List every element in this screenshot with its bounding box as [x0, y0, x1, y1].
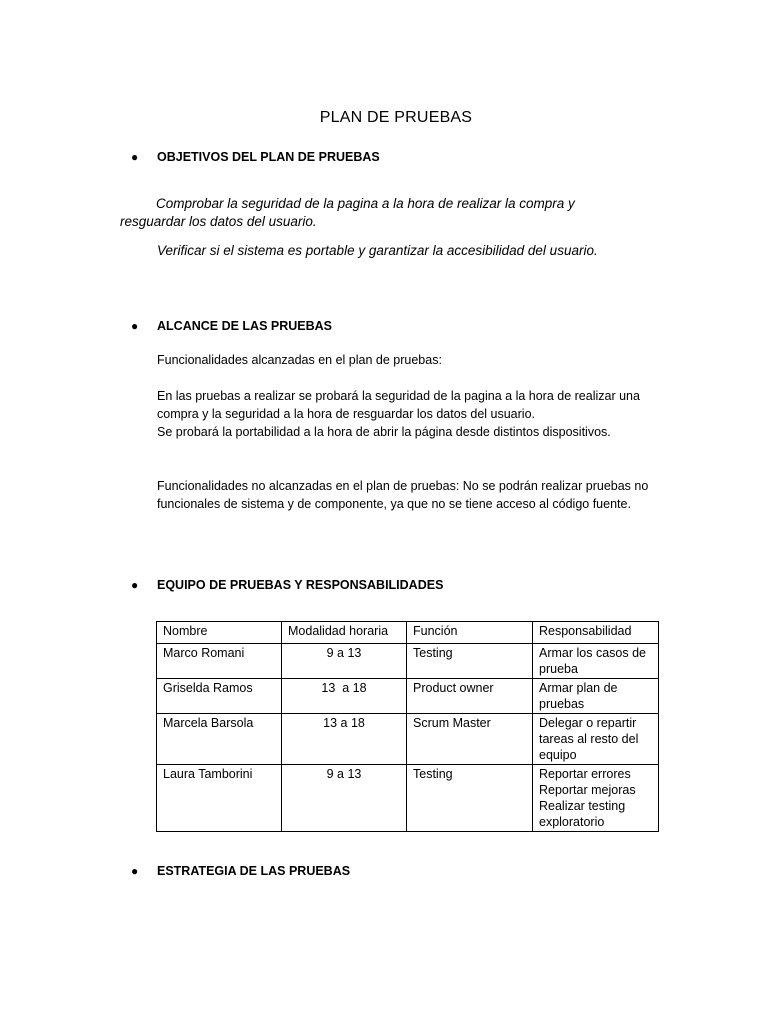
objetivos-paragraph-2: Verificar si el sistema es portable y garantizar la accesibilidad del usuario. [157, 243, 598, 258]
section-heading-equipo: EQUIPO DE PRUEBAS Y RESPONSABILIDADES [157, 578, 444, 592]
table-header-nombre: Nombre [157, 622, 282, 644]
table-header-funcion: Función [407, 622, 533, 644]
objetivos-paragraph-1-text: Comprobar la seguridad de la pagina a la hora de realizar la compra y resguardar los datos del usuario. [120, 196, 575, 229]
bullet-icon: ● [131, 864, 139, 878]
table-header-modalidad: Modalidad horaria [282, 622, 407, 644]
alcance-intro: Funcionalidades alcanzadas en el plan de pruebas: [157, 353, 442, 367]
table-cell-nombre: Griselda Ramos [157, 679, 282, 714]
table-cell-responsabilidad: Armar plan de pruebas [533, 679, 659, 714]
table-cell-modalidad: 13 a 18 [282, 714, 407, 765]
table-cell-responsabilidad: Delegar o repartir tareas al resto del equipo [533, 714, 659, 765]
table-cell-funcion: Scrum Master [407, 714, 533, 765]
alcance-paragraph-3: Funcionalidades no alcanzadas en el plan de pruebas: No se podrán realizar pruebas no funcionales de sistema y de componente, ya que no se tiene acceso al código fuente. [157, 479, 649, 511]
table-cell-modalidad: 9 a 13 [282, 644, 407, 679]
bullet-icon: ● [131, 319, 139, 333]
table-cell-responsabilidad: Reportar errores Reportar mejoras Realizar testing exploratorio [533, 765, 659, 832]
table-row [157, 714, 659, 765]
team-table [156, 621, 659, 832]
alcance-paragraph-2: Se probará la portabilidad a la hora de abrir la página desde distintos dispositivos. [157, 425, 611, 439]
table-cell-funcion: Testing [407, 765, 533, 832]
table-cell-modalidad: 9 a 13 [282, 765, 407, 832]
table-cell-nombre: Marcela Barsola [157, 714, 282, 765]
table-row [157, 679, 659, 714]
alcance-paragraph-1: En las pruebas a realizar se probará la seguridad de la pagina a la hora de realizar una compra y la seguridad a la hora de resguardar los datos del usuario. [157, 389, 640, 421]
objetivos-paragraph-1 [120, 195, 640, 231]
table-cell-funcion: Testing [407, 644, 533, 679]
table-row [157, 765, 659, 832]
table-cell-responsabilidad: Armar los casos de prueba [533, 644, 659, 679]
section-heading-objetivos: OBJETIVOS DEL PLAN DE PRUEBAS [157, 150, 380, 164]
table-header-row [157, 622, 659, 644]
section-heading-estrategia: ESTRATEGIA DE LAS PRUEBAS [157, 864, 351, 878]
table-cell-funcion: Product owner [407, 679, 533, 714]
table-header-responsabilidad: Responsabilidad [533, 622, 659, 644]
table-row [157, 644, 659, 679]
bullet-icon: ● [131, 150, 139, 164]
bullet-icon: ● [131, 578, 139, 592]
document-title: PLAN DE PRUEBAS [319, 109, 473, 126]
section-heading-alcance: ALCANCE DE LAS PRUEBAS [157, 319, 333, 333]
table-cell-nombre: Laura Tamborini [157, 765, 282, 832]
table-cell-nombre: Marco Romani [157, 644, 282, 679]
table-cell-modalidad: 13 a 18 [282, 679, 407, 714]
